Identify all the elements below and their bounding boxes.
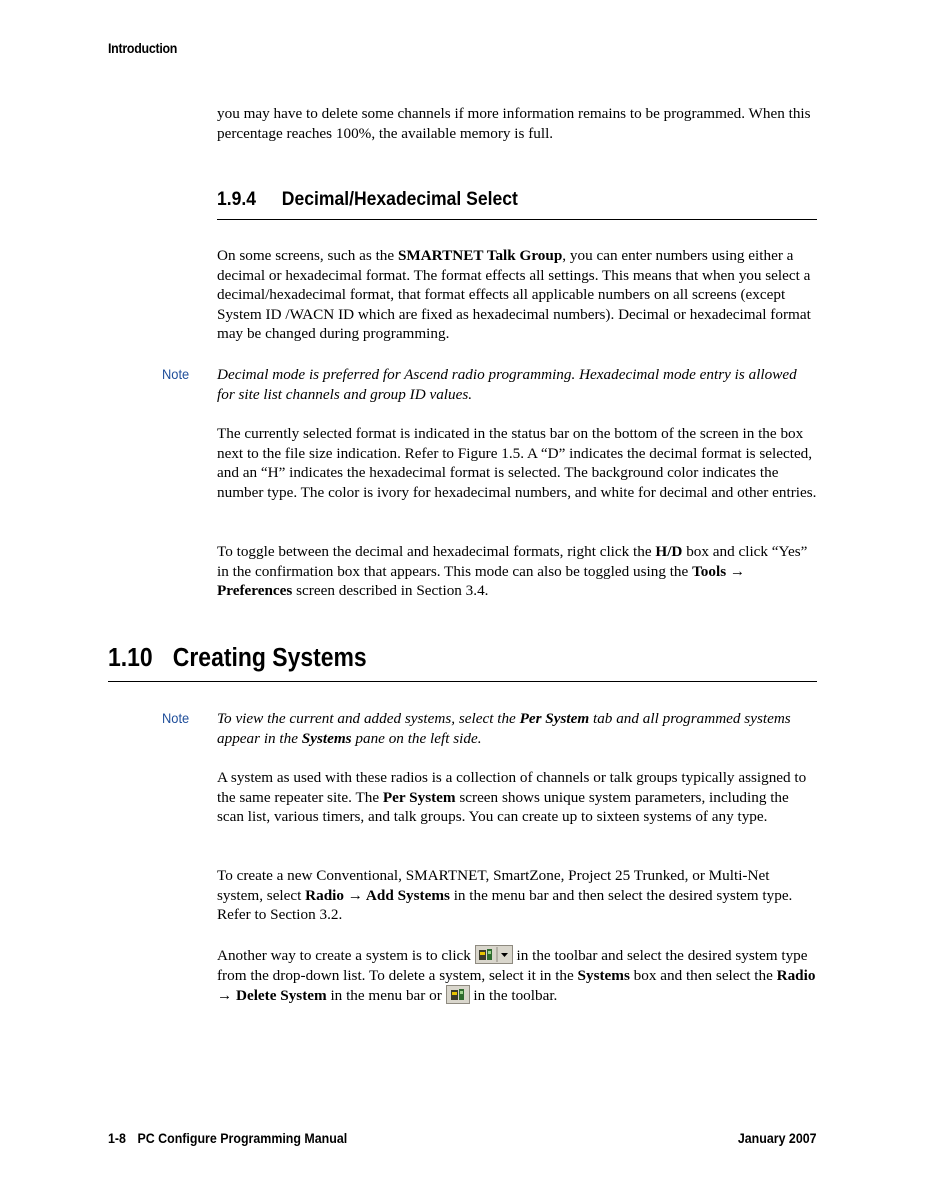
text-run: in the toolbar. <box>469 987 558 1005</box>
page-number: 1-8 <box>108 1131 126 1146</box>
heading-1-10 <box>108 644 367 673</box>
text-run: screen shows unique system parameters, including the scan list, various timers, and talk groups. You can create up to sixteen systems of any type. <box>217 788 789 826</box>
footer-date: January 2007 <box>738 1131 817 1146</box>
delete-system-toolbar-icon <box>446 985 470 1004</box>
heading-number: 1.9.4 <box>217 188 257 210</box>
text-run: in the menu bar and then select the desired system type. Refer to Section 3.2. <box>217 886 793 924</box>
bold-term: SMARTNET Talk Group <box>397 247 563 264</box>
add-system-toolbar-icon <box>475 945 513 964</box>
heading-rule <box>217 219 817 220</box>
text-run: in the toolbar and select the desired system type from the drop-down list. To delete a system, select it in the <box>217 947 808 984</box>
text-run: tab and all programmed systems appear in the <box>217 710 791 747</box>
heading-number: 1.10 <box>108 644 153 672</box>
intro-paragraph: you may have to delete some channels if more information remains to be programmed. When this percentage reaches 100%, the available memory is full. <box>217 105 811 142</box>
heading-title: Decimal/Hexadecimal Select <box>281 188 518 210</box>
bold-term: Radio → Add Systems <box>305 886 450 904</box>
note-label: Note <box>162 366 190 382</box>
footer-left <box>108 1131 347 1146</box>
paragraph-create-system <box>217 866 817 925</box>
heading-title: Creating Systems <box>172 644 367 672</box>
bold-term: Per System <box>382 788 456 806</box>
running-header: Introduction <box>108 41 178 56</box>
heading-1-9-4 <box>217 188 757 211</box>
note-text: Decimal mode is preferred for Ascend radio programming. Hexadecimal mode entry is allowed for site list channels and group ID values. <box>217 366 797 403</box>
text-run: box and then select the <box>629 966 777 984</box>
text-run: On some screens, such as the <box>217 247 398 264</box>
note-label: Note <box>162 710 190 726</box>
bold-term: Tools → Preferences <box>217 562 746 600</box>
text-run: Another way to create a system is to click <box>217 947 475 964</box>
text-run: To create a new Conventional, SMARTNET, SmartZone, Project 25 Trunked, or Multi-Net system, select <box>217 867 770 904</box>
text-run: box and click “Yes” in the confirmation box that appears. This mode can also be toggled using the <box>217 543 808 580</box>
text-run: A system as used with these radios is a collection of channels or talk groups typically assigned to the same repeater site. The <box>217 769 807 806</box>
text-run: To view the current and added systems, select the <box>217 710 520 727</box>
text-run: pane on the left side. <box>351 729 482 747</box>
paragraph-toolbar <box>217 945 817 1006</box>
bold-term: Per System <box>519 710 590 727</box>
paragraph-status-bar: The currently selected format is indicated in the status bar on the bottom of the screen in the box next to the file size indication. Refer to Figure 1.5. A “D” indicates the decimal format is selected, and an “H” indicates the hexadecimal format is selected. The background color indicates the number type. The color is ivory for hexadecimal numbers, and white for decimal and other entries. <box>217 425 817 501</box>
bold-term: Radio → Delete System <box>217 966 816 1005</box>
paragraph-toggle <box>217 542 817 601</box>
text-run: in the menu bar or <box>326 987 446 1005</box>
text-run: , you can enter numbers using either a decimal or hexadecimal format. The format effects all settings. This means that when you select a decimal/hexadecimal format, that format effects all applicable numbers on all screens (except System ID /WACN ID which are fixed as hexadecimal numbers). Decimal or hexadecimal format may be changed during programming. <box>217 247 811 343</box>
text-run: To toggle between the decimal and hexadecimal formats, right click the <box>217 543 656 560</box>
bold-term: H/D <box>655 543 683 560</box>
paragraph-system-definition <box>217 768 817 827</box>
heading-rule <box>108 681 817 682</box>
paragraph-format <box>217 246 817 344</box>
bold-term: Systems <box>301 729 352 747</box>
manual-title: PC Configure Programming Manual <box>137 1131 348 1146</box>
note-text <box>217 709 817 748</box>
text-run: screen described in Section 3.4. <box>292 582 489 600</box>
bold-term: Systems <box>577 966 630 984</box>
